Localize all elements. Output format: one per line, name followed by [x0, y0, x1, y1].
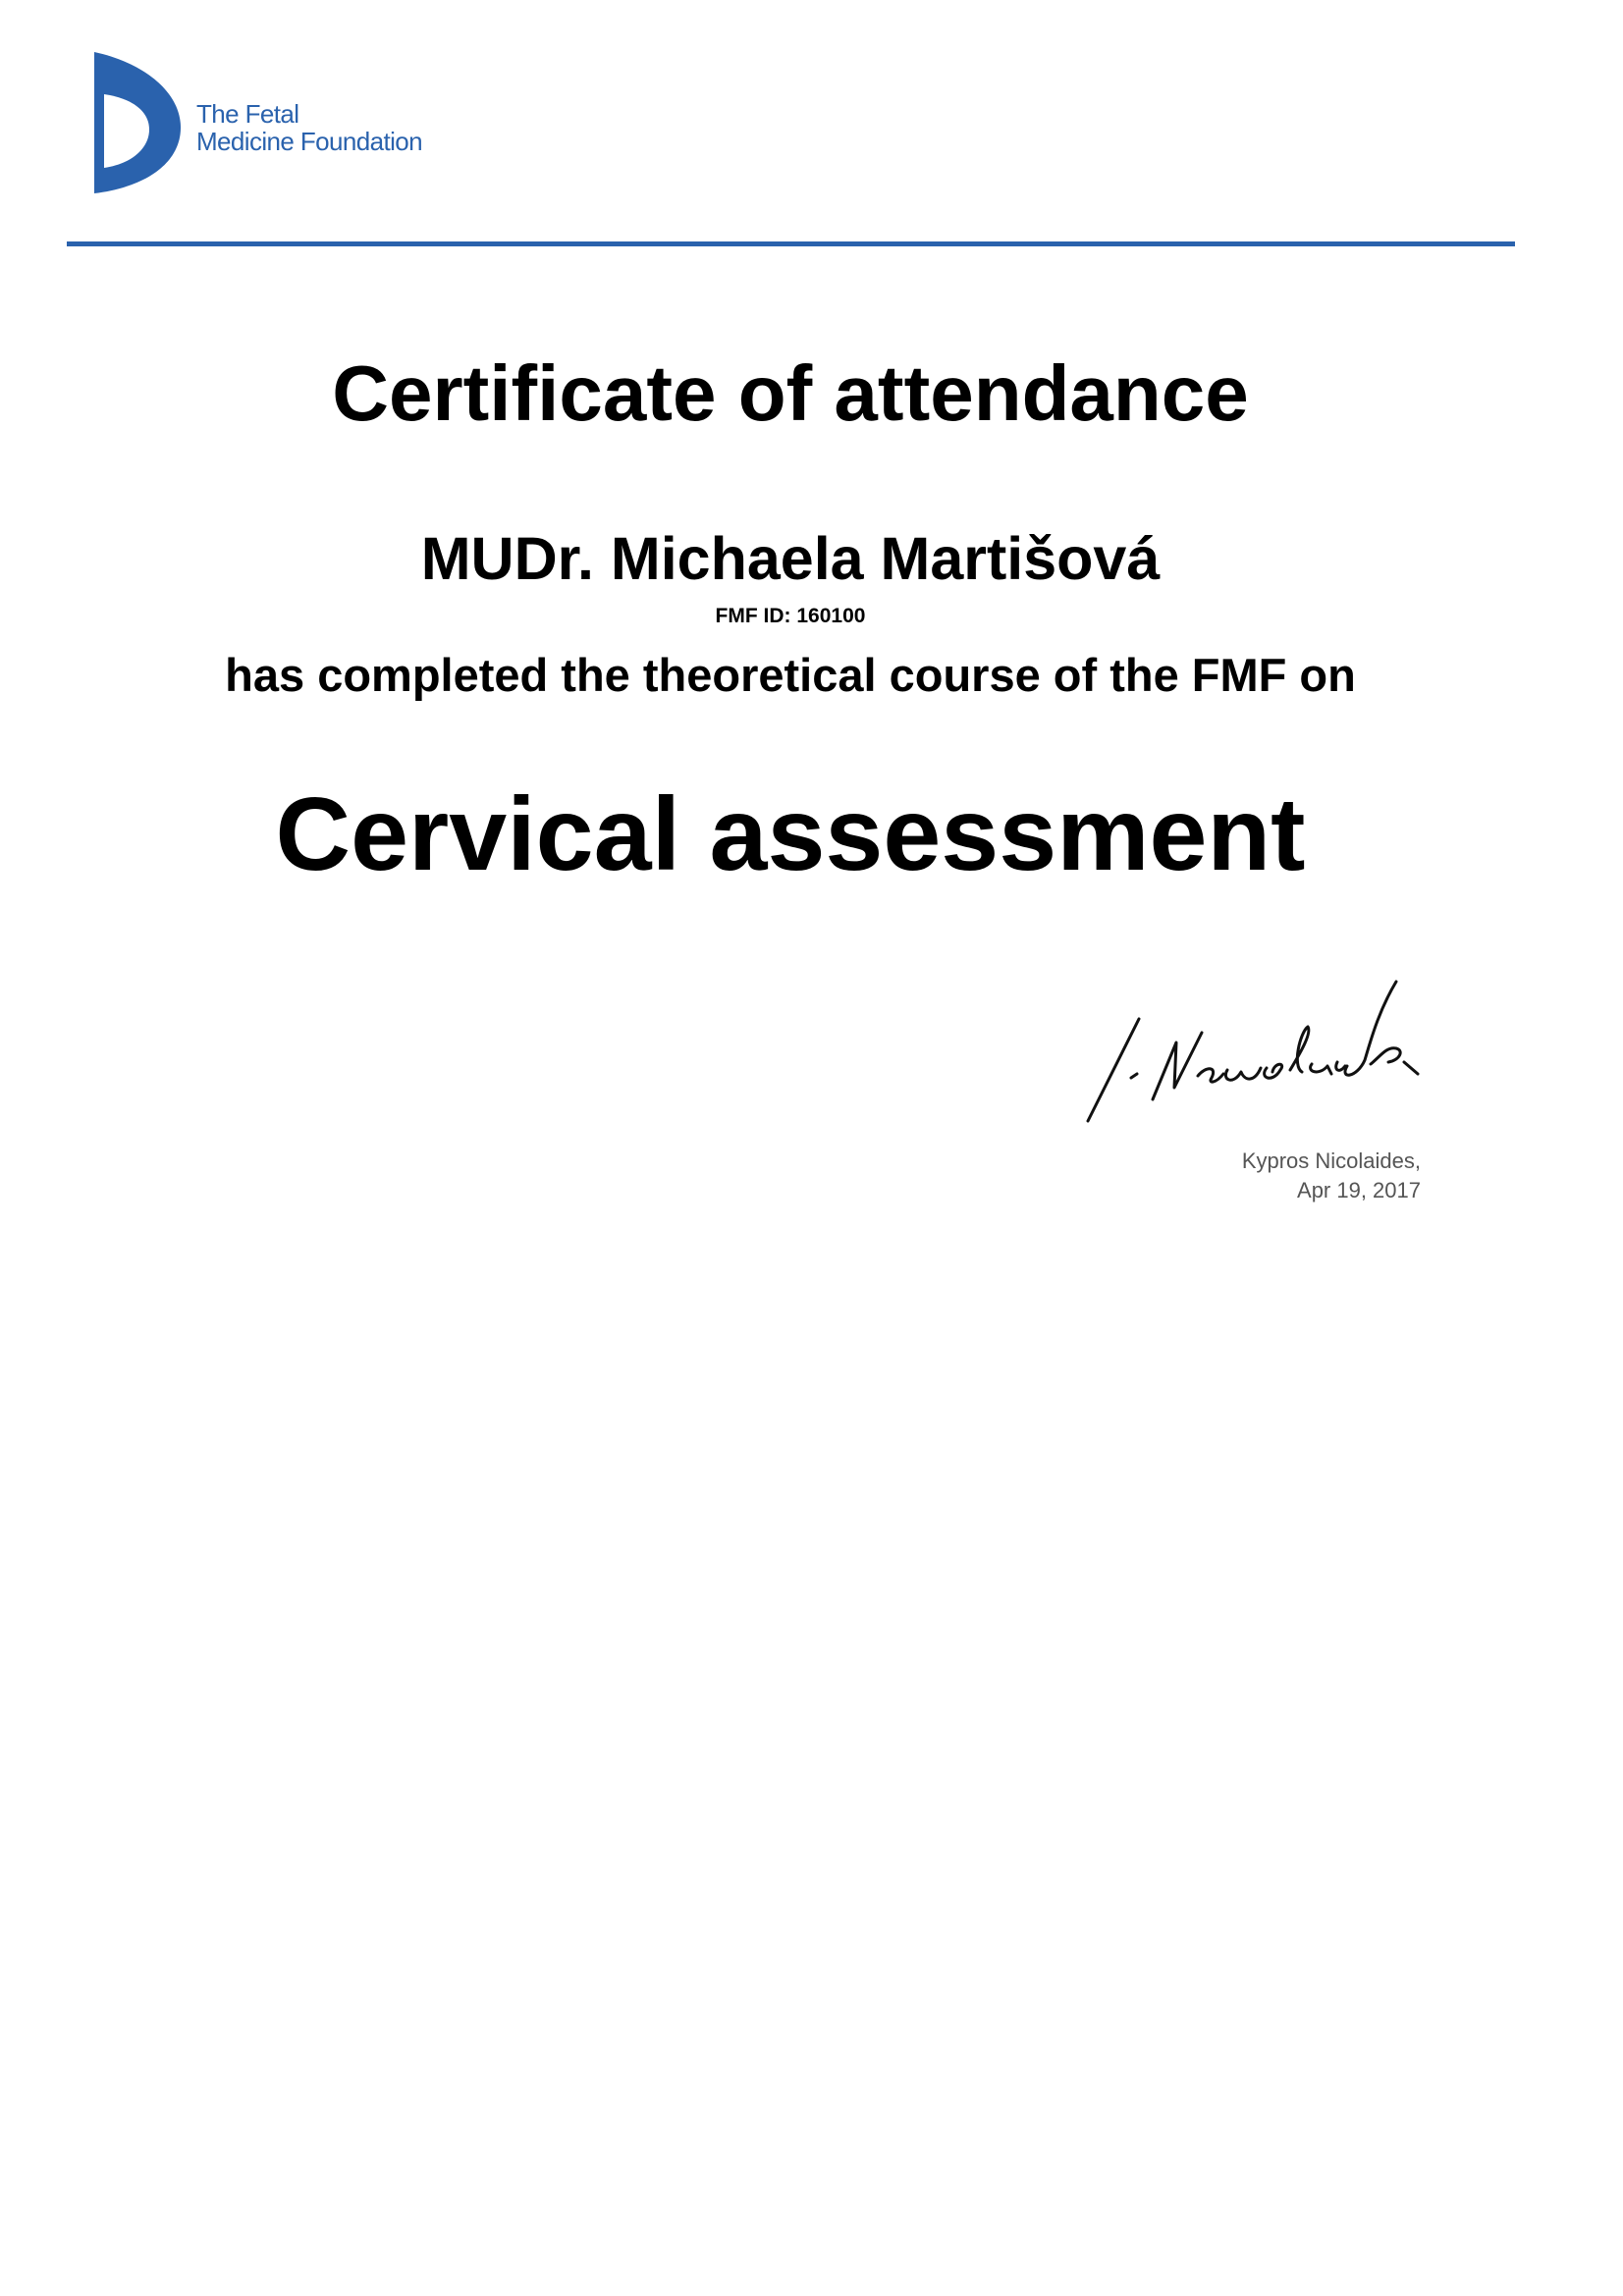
handwritten-signature [1080, 972, 1424, 1129]
signer-name: Kypros Nicolaides, [1241, 1148, 1421, 1173]
logo-line-2: Medicine Foundation [196, 127, 422, 156]
recipient-name: MUDr. Michaela Martišová [420, 525, 1161, 592]
completion-statement: has completed the theoretical course of the FMF on [225, 649, 1356, 701]
course-name: Cervical assessment [275, 776, 1306, 892]
logo-line-1: The Fetal [196, 99, 299, 129]
logo-wordmark [196, 100, 422, 155]
fmf-id: FMF ID: 160100 [715, 605, 866, 627]
fmf-logo-mark-icon [90, 49, 189, 196]
header-divider [67, 241, 1515, 246]
fmf-logo [90, 49, 444, 196]
signature-date: Apr 19, 2017 [1297, 1178, 1421, 1202]
certificate-title: Certificate of attendance [332, 349, 1249, 437]
signer-block [1242, 1147, 1421, 1205]
